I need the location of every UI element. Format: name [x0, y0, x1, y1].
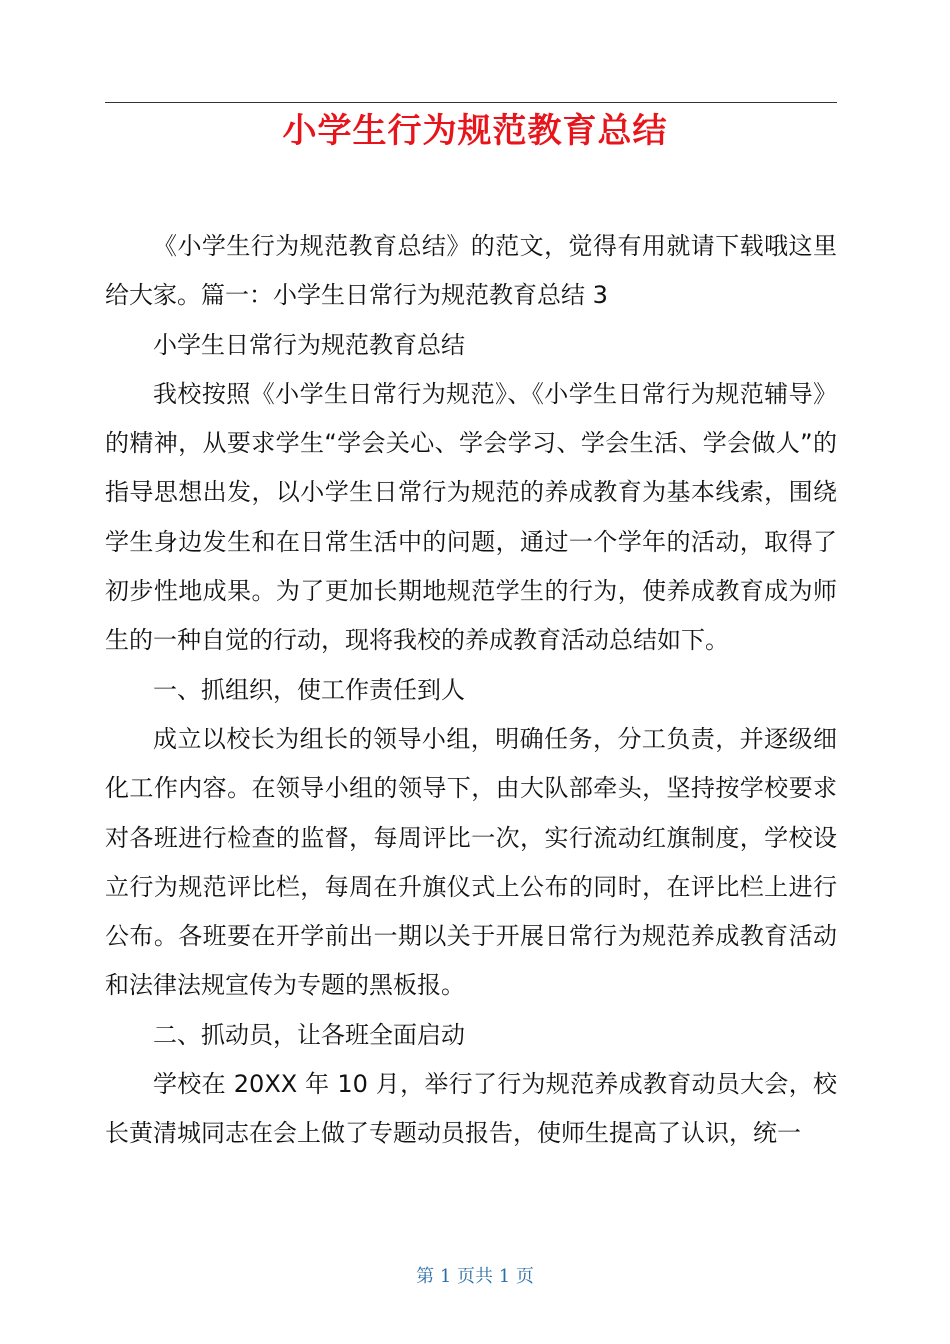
intro-paragraph: 《小学生行为规范教育总结》的范文，觉得有用就请下载哦这里给大家。篇一：小学生日常行为规范教育总结 3	[105, 232, 837, 310]
body-paragraph: 学校在 20XX 年 10 月，举行了行为规范养成教育动员大会，校长黄清城同志在会上做了专题动员报告，使师生提高了认识，统一	[105, 1070, 837, 1148]
document-title: 小学生行为规范教育总结	[282, 111, 668, 151]
section-heading: 二、抓动员，让各班全面启动	[153, 1020, 465, 1049]
page-footer: 第 1 页共 1 页	[416, 1266, 534, 1287]
section-heading: 小学生日常行为规范教育总结	[153, 330, 465, 359]
body-paragraph: 我校按照《小学生日常行为规范》、《小学生日常行为规范辅导》的精神，从要求学生“学会关心、学会学习、学会生活、学会做人”的指导思想出发，以小学生日常行为规范的养成教育为基本线索，围绕学生身边发生和在日常生活中的问题，通过一个学年的活动，取得了初步性地成果。为了更加长期地规范学生的行为，使养成教育成为师生的一种自觉的行动，现将我校的养成教育活动总结如下。	[105, 379, 837, 655]
body-paragraph: 成立以校长为组长的领导小组，明确任务，分工负责，并逐级细化工作内容。在领导小组的领导下，由大队部牵头，坚持按学校要求对各班进行检查的监督，每周评比一次，实行流动红旗制度，学校设立行为规范评比栏，每周在升旗仪式上公布的同时，在评比栏上进行公布。各班要在开学前出一期以关于开展日常行为规范养成教育活动和法律法规宣传为专题的黑板报。	[105, 724, 837, 1000]
header-rule	[105, 102, 837, 103]
section-heading: 一、抓组织，使工作责任到人	[153, 675, 465, 704]
document-body	[105, 222, 837, 1159]
